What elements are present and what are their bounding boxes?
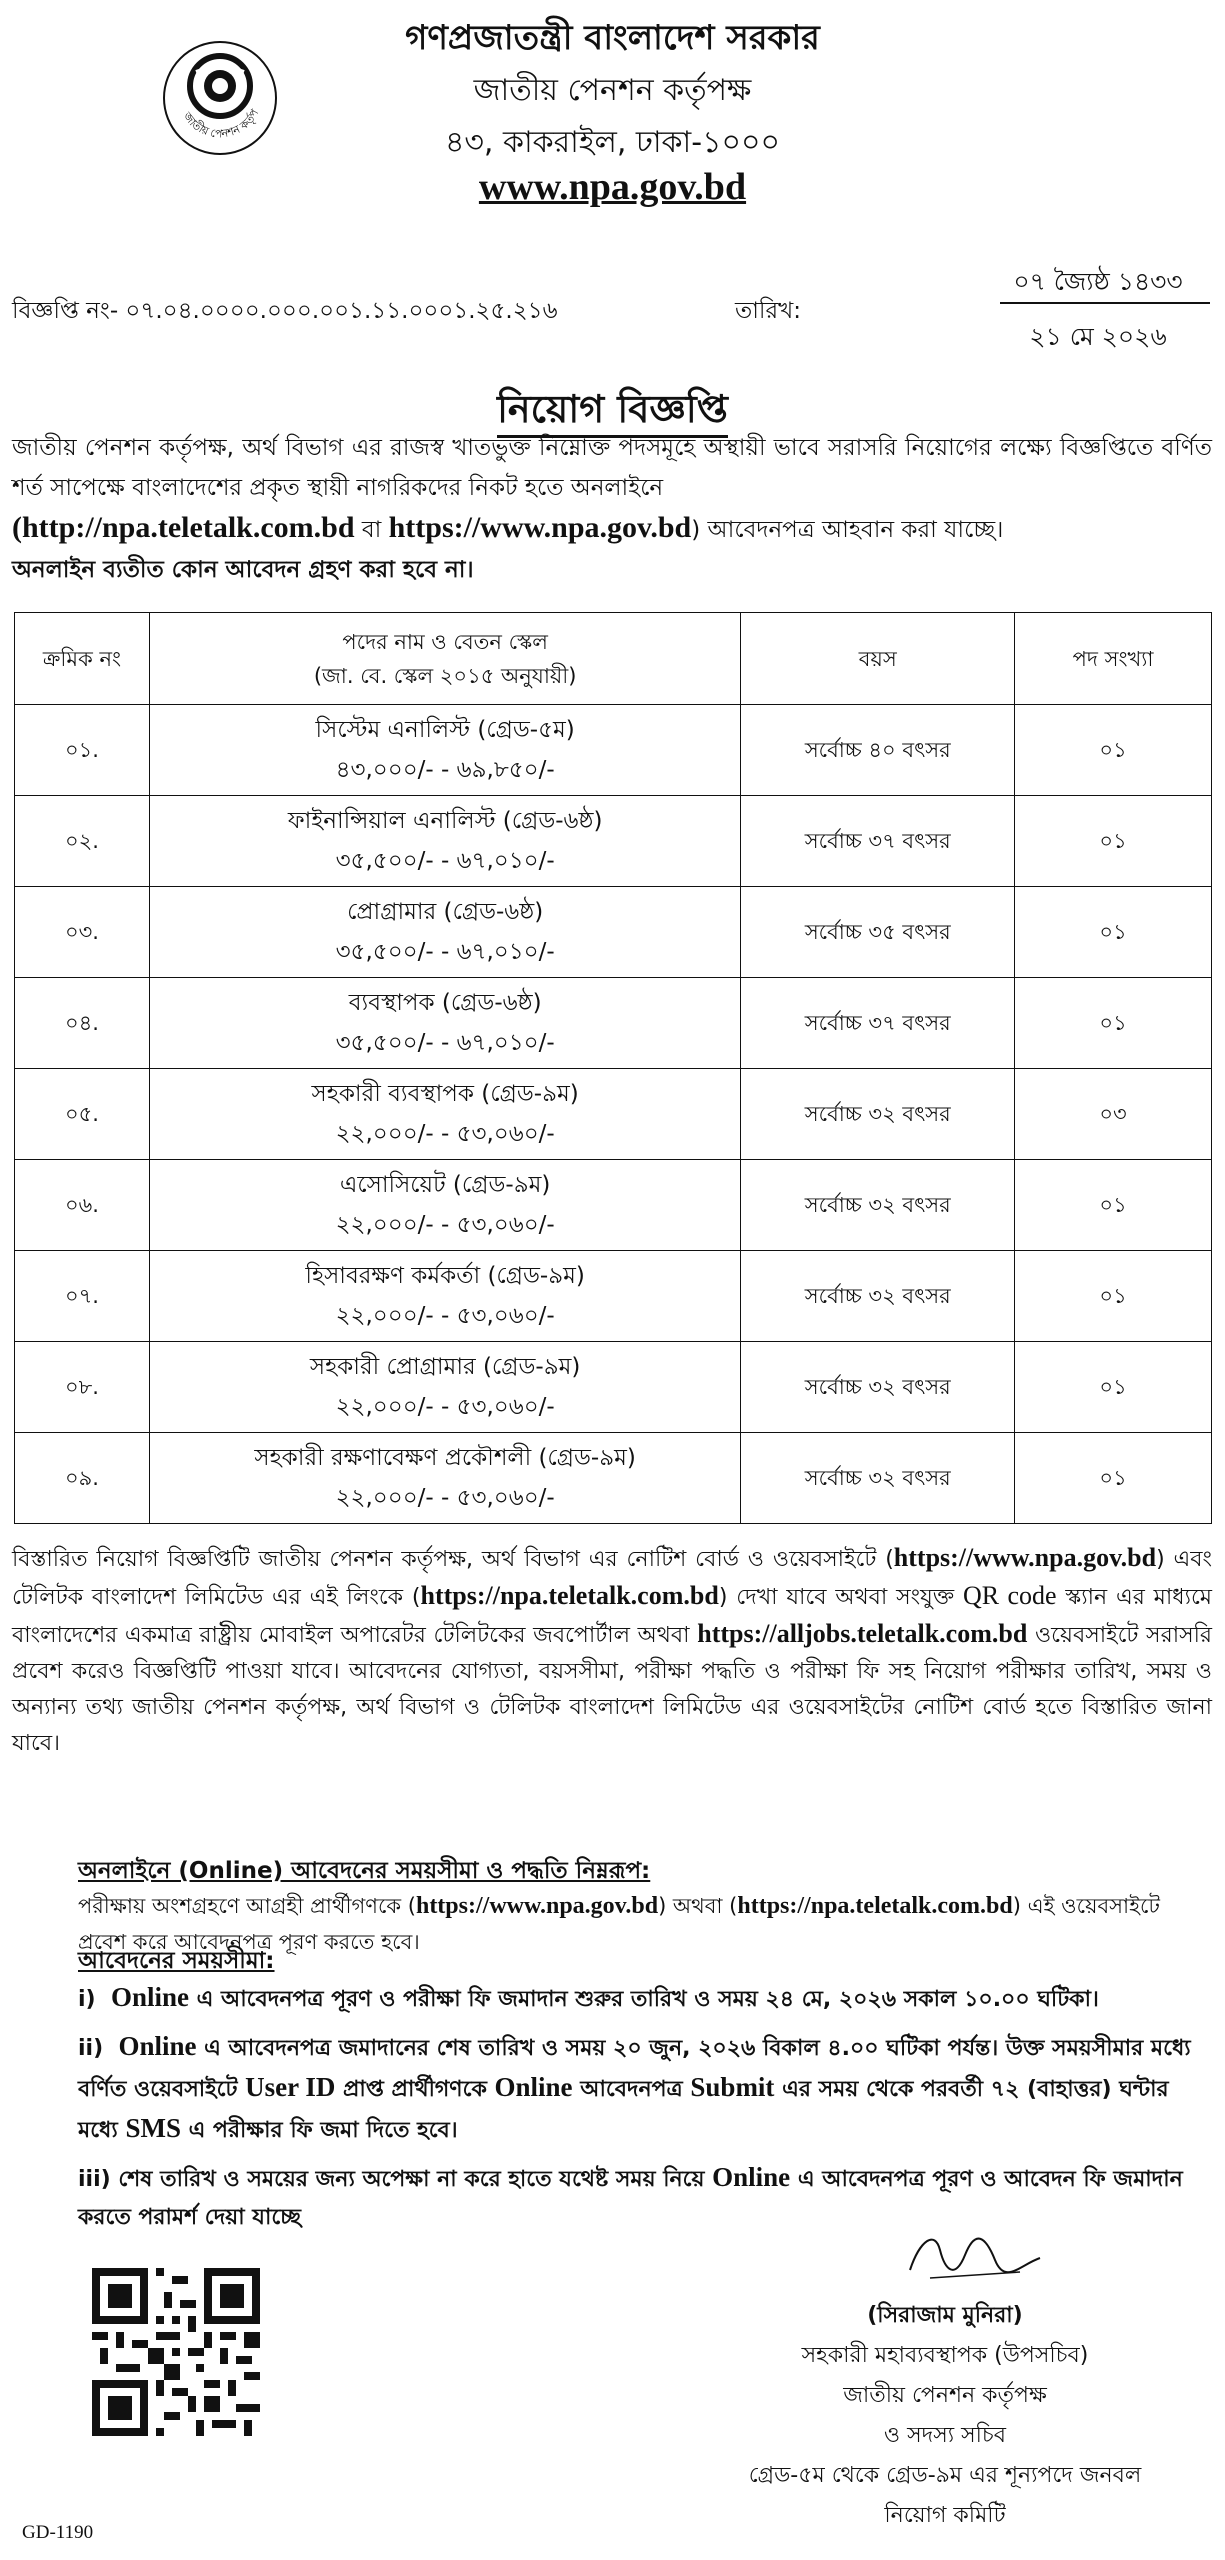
- row-post: [149, 887, 740, 978]
- details-text: ওয়েবসাইটে সরাসরি প্রবেশ করেও বিজ্ঞপ্তিটি পাওয়া যাবে। আবেদনের যোগ্যতা, বয়সসীমা, পরীক্ষা পদ্ধতি ও পরীক্ষা ফি সহ নিয়োগ পরীক্ষার তারিখ, সময় ও অন্যান্য তথ্য জাতীয় পেনশন কর্তৃপক্ষ, অর্থ বিভাগ ও টেলিটক বাংলাদেশ লিমিটেড এর ওয়েবসাইটের নোটিশ বোর্ড হতে বিস্তারিত জানা যাবে।: [12, 1623, 1212, 1756]
- row-serial: ০৫.: [15, 1069, 150, 1160]
- item-en: Online: [712, 2162, 791, 2192]
- item-text: এ পরীক্ষার ফি জমা দিতে হবে।: [180, 2118, 458, 2143]
- table-header-row: [15, 613, 1212, 705]
- row-serial: ০৪.: [15, 978, 150, 1069]
- signatory-name: (সিরাজাম মুনিরা): [867, 2303, 1023, 2328]
- row-serial: ০১.: [15, 705, 150, 796]
- period-heading: আবেদনের সময়সীমা:: [78, 1948, 275, 1974]
- item-text: শেষ তারিখ ও সময়ের জন্য অপেক্ষা না করে হাতে যথেষ্ট সময় নিয়ে: [110, 2167, 713, 2192]
- row-count: ০১: [1015, 1433, 1212, 1524]
- table-row: [15, 796, 1212, 887]
- post-pay-scale: ২২,০০০/- - ৫৩,০৬০/-: [335, 1394, 555, 1420]
- header-count: পদ সংখ্যা: [1015, 613, 1212, 705]
- signatory-office: জাতীয় পেনশন কর্তৃপক্ষ: [843, 2383, 1047, 2408]
- committee-line1: গ্রেড-৫ম থেকে গ্রেড-৯ম এর শূন্যপদে জনবল: [748, 2463, 1142, 2488]
- teletalk-link[interactable]: (http://npa.teletalk.com.bd: [12, 511, 355, 544]
- header-serial: ক্রমিক নং: [15, 613, 150, 705]
- row-serial: ০৯.: [15, 1433, 150, 1524]
- table-row: [15, 1433, 1212, 1524]
- details-text: স্ক্যান এর মাধ্যমে বাংলাদেশের একমাত্র রাষ্ট্রীয় মোবাইল অপারেটর টেলিটকের জবপোর্টাল অথবা: [12, 1585, 1213, 1648]
- period-item-2: [78, 2027, 1208, 2150]
- row-count: ০১: [1015, 887, 1212, 978]
- npa-link[interactable]: https://www.npa.gov.bd: [388, 511, 692, 544]
- row-serial: ০৬.: [15, 1160, 150, 1251]
- row-count: ০১: [1015, 705, 1212, 796]
- item-en: Online: [494, 2072, 573, 2102]
- row-count: ০৩: [1015, 1069, 1212, 1160]
- table-row: [15, 705, 1212, 796]
- table-row: [15, 1251, 1212, 1342]
- row-count: ০১: [1015, 1160, 1212, 1251]
- intro-text-end: ) আবেদনপত্র আহবান করা যাচ্ছে।: [691, 517, 1004, 543]
- post-pay-scale: ২২,০০০/- - ৫৩,০৬০/-: [335, 1485, 555, 1511]
- row-post: [149, 705, 740, 796]
- post-pay-scale: ২২,০০০/- - ৫৩,০৬০/-: [335, 1303, 555, 1329]
- item-text: আবেদনপত্র: [572, 2077, 691, 2102]
- item-text: এ আবেদনপত্র পূরণ ও আবেদন ফি জমাদান করতে পরামর্শ দেয়া যাচ্ছে: [78, 2167, 1183, 2230]
- row-count: ০১: [1015, 796, 1212, 887]
- date-block: [988, 262, 1208, 360]
- row-age: সর্বোচ্চ ৪০ বৎসর: [741, 705, 1015, 796]
- row-age: সর্বোচ্চ ৩২ বৎসর: [741, 1160, 1015, 1251]
- header-post-line1: পদের নাম ও বেতন স্কেল: [342, 629, 548, 654]
- row-count: ০১: [1015, 978, 1212, 1069]
- row-age: সর্বোচ্চ ৩৫ বৎসর: [741, 887, 1015, 978]
- row-age: সর্বোচ্চ ৩৭ বৎসর: [741, 796, 1015, 887]
- post-pay-scale: ২২,০০০/- - ৫৩,০৬০/-: [335, 1212, 555, 1238]
- item-text: এ আবেদনপত্র পূরণ ও পরীক্ষা ফি জমাদান শুরুর তারিখ ও সময় ২৪ মে, ২০২৬ সকাল ১০.০০ ঘটিকা।: [188, 1987, 1099, 2012]
- signatory-designation: সহকারী মহাব্যবস্থাপক (উপসচিব): [801, 2343, 1089, 2368]
- period-item-1: [78, 1978, 1208, 2019]
- item-en: User ID: [245, 2072, 336, 2102]
- online-text: ) এই ওয়েবসাইটে প্রবেশ করে আবেদনপত্র পূরণ করতে হবে।: [78, 1894, 1160, 1954]
- post-pay-scale: ৩৫,৫০০/- - ৬৭,০১০/-: [335, 1030, 555, 1056]
- row-age: সর্বোচ্চ ৩২ বৎসর: [741, 1069, 1015, 1160]
- post-pay-scale: ৩৫,৫০০/- - ৬৭,০১০/-: [335, 848, 555, 874]
- post-name: ব্যবস্থাপক (গ্রেড-৬ষ্ঠ): [348, 990, 542, 1016]
- online-text: ) অথবা (: [658, 1894, 738, 1918]
- item-label: ii): [78, 2036, 104, 2061]
- item-en: Submit: [690, 2072, 775, 2102]
- npa-link[interactable]: https://www.npa.gov.bd: [415, 1893, 659, 1919]
- row-count: ০১: [1015, 1251, 1212, 1342]
- row-age: সর্বোচ্চ ৩২ বৎসর: [741, 1342, 1015, 1433]
- qr-code-mention: QR code: [963, 1581, 1057, 1610]
- intro-connector: বা: [354, 517, 389, 543]
- department-name: জাতীয় পেনশন কর্তৃপক্ষ: [473, 73, 752, 108]
- table-row: [15, 978, 1212, 1069]
- post-name: এসোসিয়েট (গ্রেড-৯ম): [339, 1172, 551, 1198]
- online-text: পরীক্ষায় অংশগ্রহণে আগ্রহী প্রার্থীগণকে (: [78, 1894, 416, 1918]
- gd-code: GD-1190: [22, 2522, 94, 2543]
- date-label: তারিখ:: [735, 298, 802, 324]
- office-address: ৪৩, কাকরাইল, ঢাকা-১০০০: [444, 125, 781, 160]
- item-text: এ আবেদনপত্র জমাদানের শেষ তারিখ ও সময় ২০ জুন, ২০২৬ বিকাল ৪.০০ ঘটিকা পর্যন্ত। উক্ত সময়সীমার মধ্যে বর্ণিত ওয়েবসাইটে: [78, 2036, 1191, 2102]
- table-row: [15, 1342, 1212, 1433]
- item-en: Online: [110, 1982, 189, 2012]
- row-age: সর্বোচ্চ ৩২ বৎসর: [741, 1433, 1015, 1524]
- post-name: সহকারী রক্ষণাবেক্ষণ প্রকৌশলী (গ্রেড-৯ম): [254, 1445, 636, 1471]
- teletalk-link[interactable]: https://npa.teletalk.com.bd: [420, 1581, 719, 1610]
- row-serial: ০৩.: [15, 887, 150, 978]
- notice-title-text: নিয়োগ বিজ্ঞপ্তি: [497, 387, 728, 438]
- signature-icon: [900, 2220, 1050, 2290]
- online-only-warning: অনলাইন ব্যতীত কোন আবেদন গ্রহণ করা হবে না।: [12, 557, 474, 583]
- row-post: [149, 1342, 740, 1433]
- row-serial: ০৮.: [15, 1342, 150, 1433]
- table-row: [15, 887, 1212, 978]
- government-title: গণপ্রজাতন্ত্রী বাংলাদেশ সরকার: [405, 18, 820, 58]
- website-link[interactable]: www.npa.gov.bd: [478, 166, 747, 208]
- post-name: ফাইনান্সিয়াল এনালিস্ট (গ্রেড-৬ষ্ঠ): [287, 808, 603, 834]
- post-name: সহকারী প্রোগ্রামার (গ্রেড-৯ম): [309, 1354, 581, 1380]
- post-pay-scale: ৪৩,০০০/- - ৬৯,৮৫০/-: [335, 757, 555, 783]
- committee-line2: নিয়োগ কমিটি: [884, 2503, 1006, 2528]
- header-post-line2: (জা. বে. স্কেল ২০১৫ অনুযায়ী): [313, 663, 577, 688]
- memo-number: বিজ্ঞপ্তি নং- ০৭.০৪.০০০০.০০০.০০১.১১.০০০১.২৫.২১৬: [12, 298, 558, 324]
- date-bangla: ০৭ জ্যৈষ্ঠ ১৪৩৩: [1013, 267, 1183, 296]
- row-age: সর্বোচ্চ ৩৭ বৎসর: [741, 978, 1015, 1069]
- details-paragraph: [12, 1540, 1212, 1762]
- teletalk-link[interactable]: https://npa.teletalk.com.bd: [737, 1893, 1013, 1919]
- date-divider: [1000, 302, 1210, 304]
- row-post: [149, 1433, 740, 1524]
- period-items: [78, 1978, 1208, 2245]
- table-row: [15, 1160, 1212, 1251]
- post-name: হিসাবরক্ষণ কর্মকর্তা (গ্রেড-৯ম): [305, 1263, 585, 1289]
- item-text: প্রাপ্ত প্রার্থীগণকে: [335, 2077, 495, 2102]
- post-pay-scale: ৩৫,৫০০/- - ৬৭,০১০/-: [335, 939, 555, 965]
- post-name: প্রোগ্রামার (গ্রেড-৬ষ্ঠ): [347, 899, 544, 925]
- intro-paragraph: [12, 428, 1212, 590]
- row-count: ০১: [1015, 1342, 1212, 1433]
- alljobs-link[interactable]: https://alljobs.teletalk.com.bd: [697, 1619, 1028, 1648]
- item-text: এর সময় থেকে পরবর্তী ৭২ (বাহাত্তর) ঘন্টার মধ্যে: [78, 2077, 1169, 2143]
- qr-code-icon[interactable]: [92, 2268, 260, 2436]
- online-heading: অনলাইনে (Online) আবেদনের সময়সীমা ও পদ্ধতি নিম্নরূপ:: [78, 1858, 651, 1884]
- npa-link[interactable]: https://www.npa.gov.bd: [893, 1543, 1157, 1572]
- table-row: [15, 1069, 1212, 1160]
- details-text: বিস্তারিত নিয়োগ বিজ্ঞপ্তিটি জাতীয় পেনশন কর্তৃপক্ষ, অর্থ বিভাগ এর নোটিশ বোর্ড ও ওয়েবসাইটে (: [12, 1547, 894, 1572]
- posts-table: [14, 612, 1212, 1524]
- item-label: i): [78, 1987, 96, 2012]
- row-post: [149, 1160, 740, 1251]
- item-en: Online: [118, 2031, 197, 2061]
- header-post: [149, 613, 740, 705]
- details-text: ) এবং টেলিটক বাংলাদেশ লিমিটেড এর এই লিংকে (: [12, 1547, 1212, 1610]
- date-gregorian: ২১ মে ২০২৬: [1029, 322, 1167, 351]
- post-pay-scale: ২২,০০০/- - ৫৩,০৬০/-: [335, 1121, 555, 1147]
- row-post: [149, 796, 740, 887]
- row-serial: ০৭.: [15, 1251, 150, 1342]
- signatory-block: [710, 2296, 1180, 2536]
- intro-text: জাতীয় পেনশন কর্তৃপক্ষ, অর্থ বিভাগ এর রাজস্ব খাতভুক্ত নিম্নোক্ত পদসমূহে অস্থায়ী ভাবে সরাসরি নিয়োগের লক্ষ্যে বিজ্ঞপ্তিতে বর্ণিত শর্ত সাপেক্ষে বাংলাদেশের প্রকৃত স্থায়ী নাগরিকদের নিকট হতে অনলাইনে: [12, 435, 1212, 501]
- details-text: ) দেখা যাবে অথবা সংযুক্ত: [718, 1585, 964, 1610]
- post-name: সিস্টেম এনালিস্ট (গ্রেড-৫ম): [315, 717, 575, 743]
- row-post: [149, 1251, 740, 1342]
- item-label: iii): [78, 2167, 111, 2192]
- row-post: [149, 1069, 740, 1160]
- row-age: সর্বোচ্চ ৩২ বৎসর: [741, 1251, 1015, 1342]
- post-name: সহকারী ব্যবস্থাপক (গ্রেড-৯ম): [311, 1081, 579, 1107]
- svg-text:জাতীয় পেনশন কর্তৃপক্ষ: জাতীয় পেনশন কর্তৃপ: [180, 107, 262, 141]
- header-age: বয়স: [741, 613, 1015, 705]
- signatory-role: ও সদস্য সচিব: [883, 2423, 1007, 2448]
- item-en: SMS: [125, 2113, 181, 2143]
- row-serial: ০২.: [15, 796, 150, 887]
- row-post: [149, 978, 740, 1069]
